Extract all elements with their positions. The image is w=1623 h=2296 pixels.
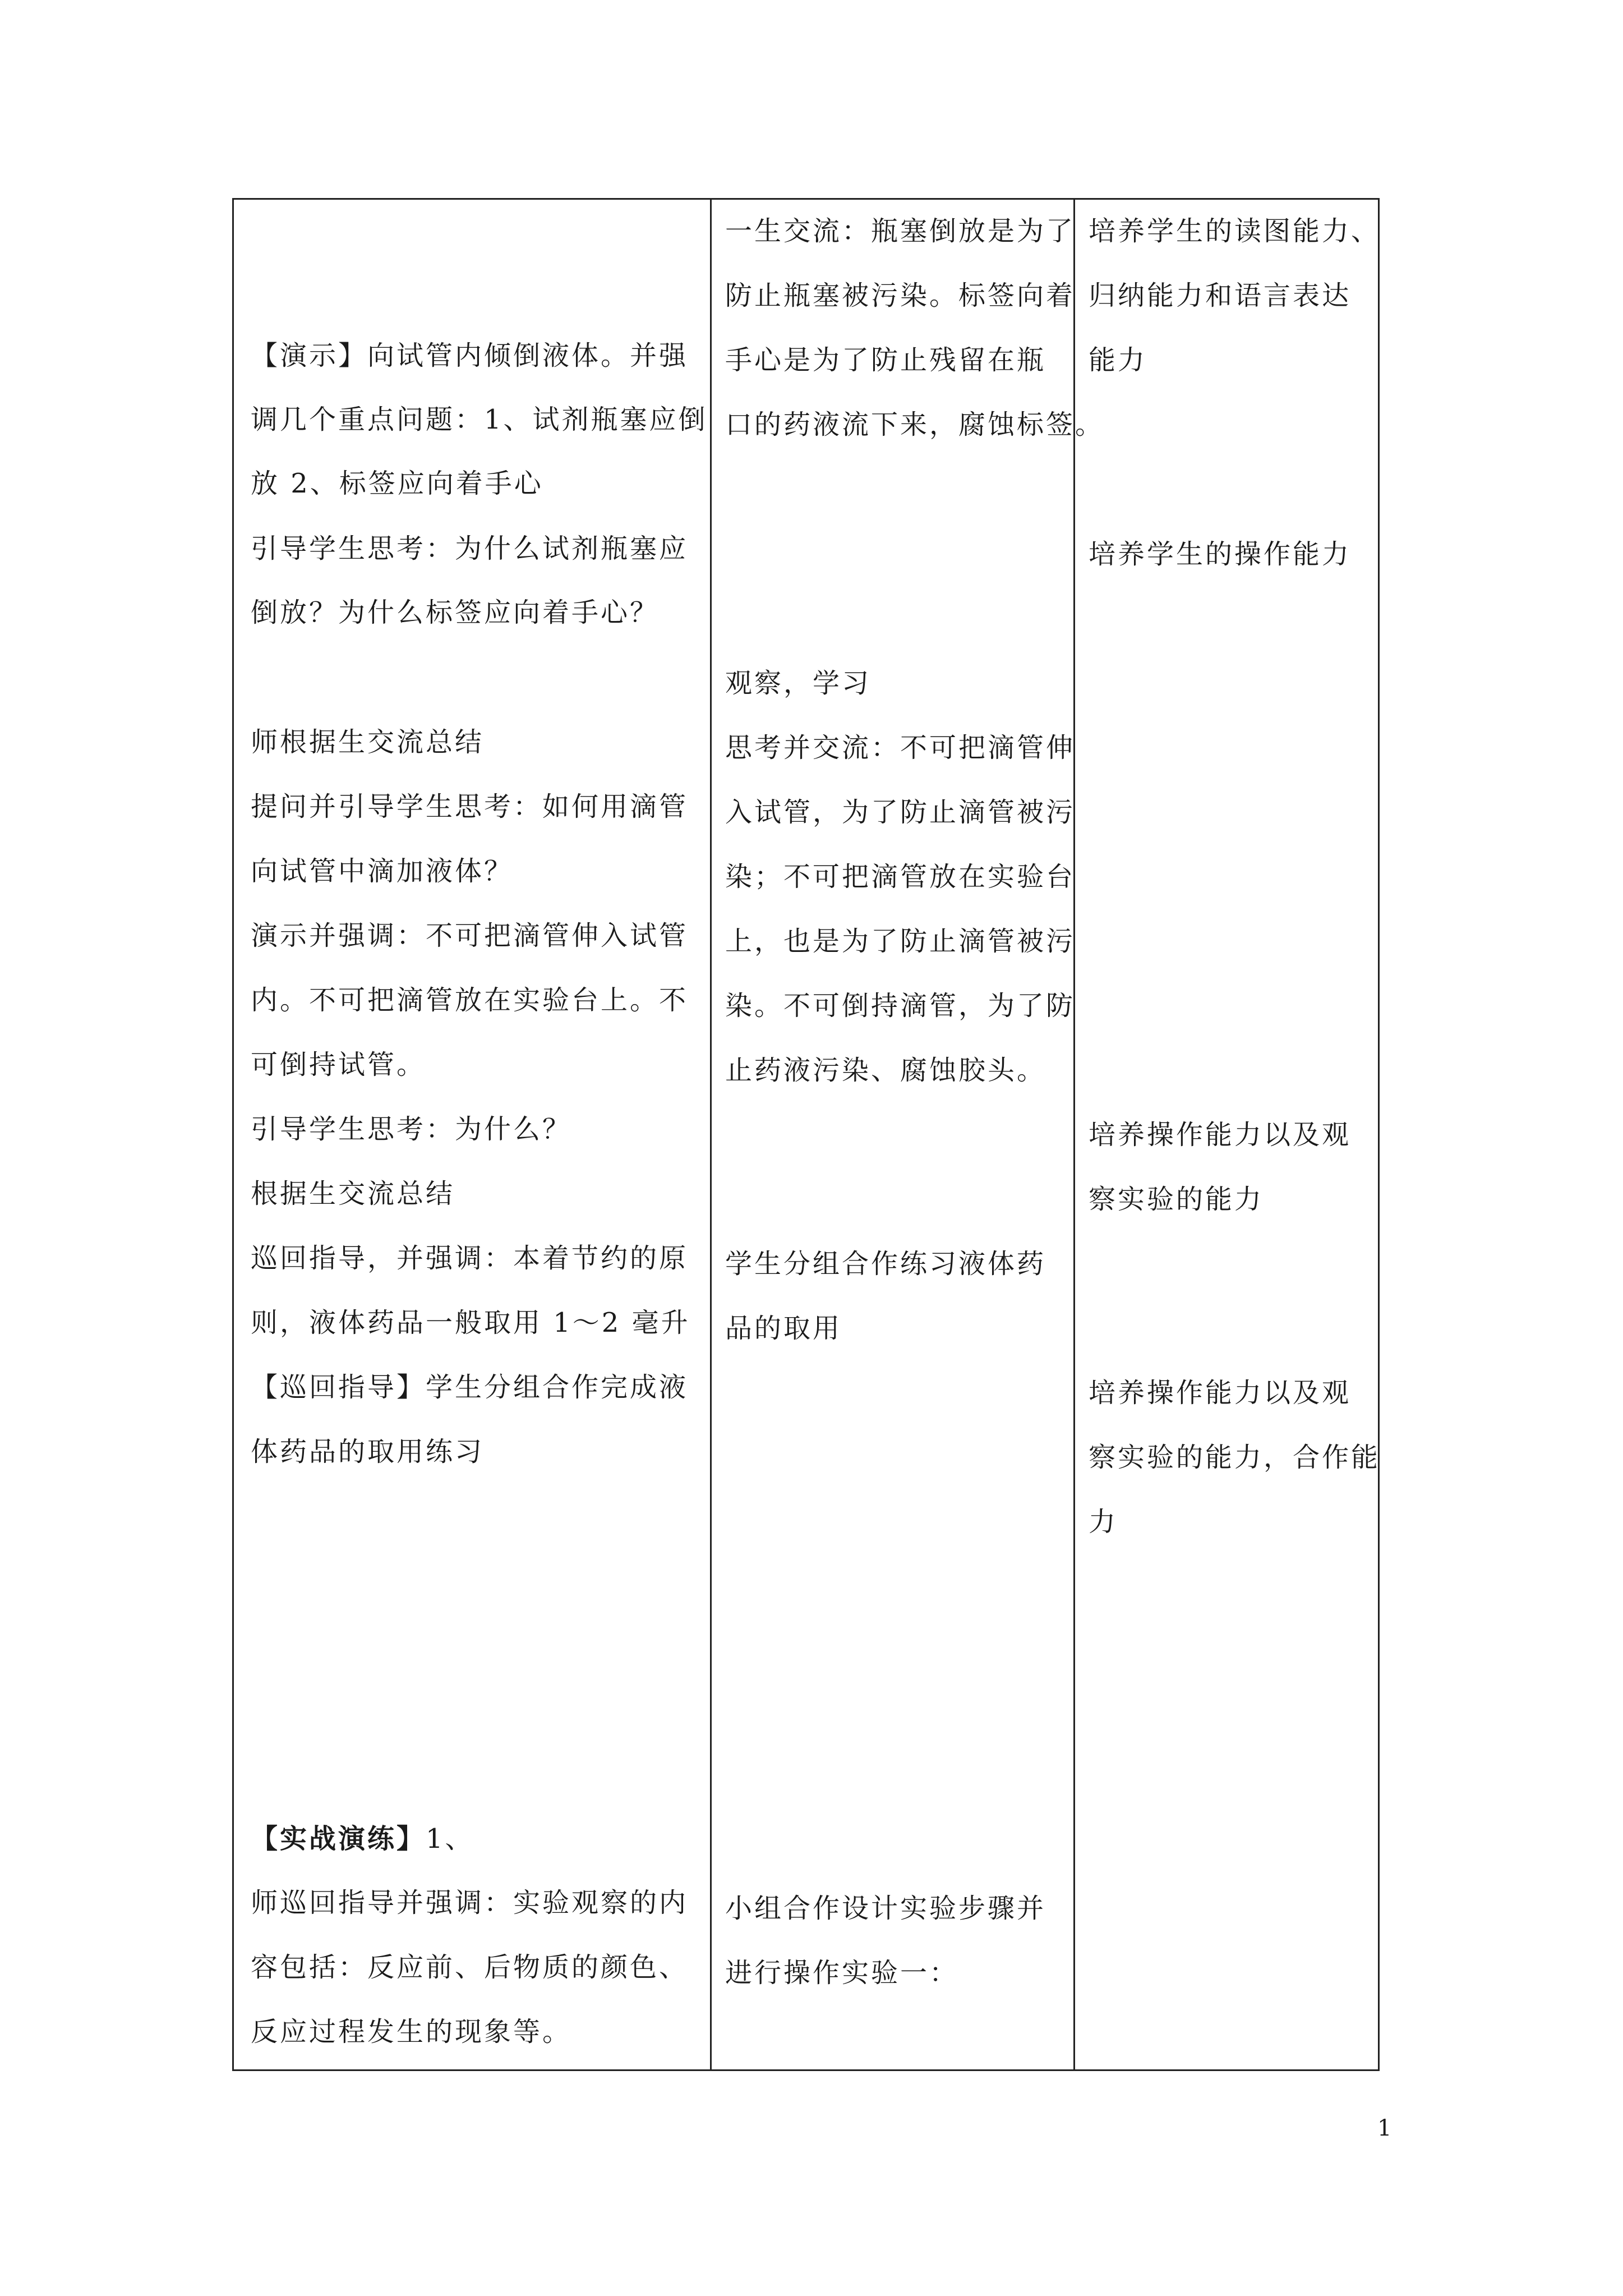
intent-text-line: 培养操作能力以及观 (1089, 1377, 1352, 1409)
intent-text-line: 培养学生的读图能力、 (1089, 215, 1381, 247)
teacher-text-line: 反应过程发生的现象等。 (251, 2016, 572, 2047)
student-text-line: 一生交流：瓶塞倒放是为了 (725, 215, 1076, 247)
teacher-text-line: 可倒持试管。 (251, 1049, 426, 1080)
intent-text-line: 察实验的能力，合作能 (1089, 1442, 1381, 1473)
student-text-line: 入试管，为了防止滴管被污 (725, 797, 1076, 828)
student-text-line: 品的取用 (725, 1313, 842, 1344)
teacher-text-line: 【巡回指导】学生分组合作完成液 (251, 1372, 689, 1403)
student-text-line: 染；不可把滴管放在实验台 (725, 861, 1076, 892)
section-heading-title: 【实战演练】 (251, 1823, 426, 1855)
intent-text-line: 归纳能力和语言表达 (1089, 280, 1352, 311)
teacher-text-line: 放 2、标签应向着手心 (251, 468, 543, 499)
student-text-line: 观察，学习 (725, 668, 872, 699)
teacher-text-line: 演示并强调：不可把滴管伸入试管 (251, 920, 689, 951)
teacher-text-line: 根据生交流总结 (251, 1178, 455, 1209)
student-text-line: 手心是为了防止残留在瓶 (725, 344, 1046, 376)
teacher-text-line: 师根据生交流总结 (251, 726, 485, 758)
intent-text-line: 培养操作能力以及观 (1089, 1119, 1352, 1151)
teacher-text-line: 引导学生思考：为什么？ (251, 1114, 572, 1145)
teacher-text-line: 巡回指导，并强调：本着节约的原 (251, 1243, 689, 1274)
teacher-text-line: 内。不可把滴管放在实验台上。不 (251, 984, 689, 1016)
student-text-line: 染。不可倒持滴管，为了防 (725, 990, 1076, 1022)
section-heading (251, 1823, 474, 1855)
teacher-text-line: 【演示】向试管内倾倒液体。并强 (251, 340, 689, 371)
student-text-line: 口的药液流下来，腐蚀标签。 (725, 409, 1105, 440)
teacher-text-line: 引导学生思考：为什么试剂瓶塞应 (251, 533, 689, 564)
student-text-line: 小组合作设计实验步骤并 (725, 1893, 1046, 1924)
column-divider-2 (1073, 200, 1075, 2069)
teacher-text-line: 调几个重点问题：1、试剂瓶塞应倒 (251, 404, 708, 435)
student-text-line: 进行操作实验一： (725, 1957, 959, 1989)
teacher-text-line: 倒放？为什么标签应向着手心？ (251, 597, 660, 628)
teacher-text-line: 体药品的取用练习 (251, 1436, 485, 1467)
column-divider-1 (710, 200, 712, 2069)
student-text-line: 学生分组合作练习液体药 (725, 1248, 1046, 1280)
intent-text-line: 培养学生的操作能力 (1089, 539, 1352, 570)
intent-text-line: 察实验的能力 (1089, 1184, 1264, 1215)
intent-text-line: 力 (1089, 1506, 1118, 1538)
section-heading-number: 1、 (426, 1823, 474, 1855)
teacher-text-line: 提问并引导学生思考：如何用滴管 (251, 791, 689, 822)
page-number: 1 (1377, 2115, 1392, 2141)
student-text-line: 防止瓶塞被污染。标签向着 (725, 280, 1076, 311)
student-text-line: 思考并交流：不可把滴管伸 (725, 732, 1076, 763)
student-text-line: 上，也是为了防止滴管被污 (725, 926, 1076, 957)
teacher-text-line: 容包括：反应前、后物质的颜色、 (251, 1952, 689, 1983)
teacher-text-line: 向试管中滴加液体？ (251, 855, 514, 887)
teacher-text-line: 则，液体药品一般取用 1～2 毫升 (251, 1307, 690, 1338)
student-text-line: 止药液污染、腐蚀胶头。 (725, 1055, 1046, 1086)
intent-text-line: 能力 (1089, 344, 1147, 376)
teacher-text-line: 师巡回指导并强调：实验观察的内 (251, 1887, 689, 1918)
